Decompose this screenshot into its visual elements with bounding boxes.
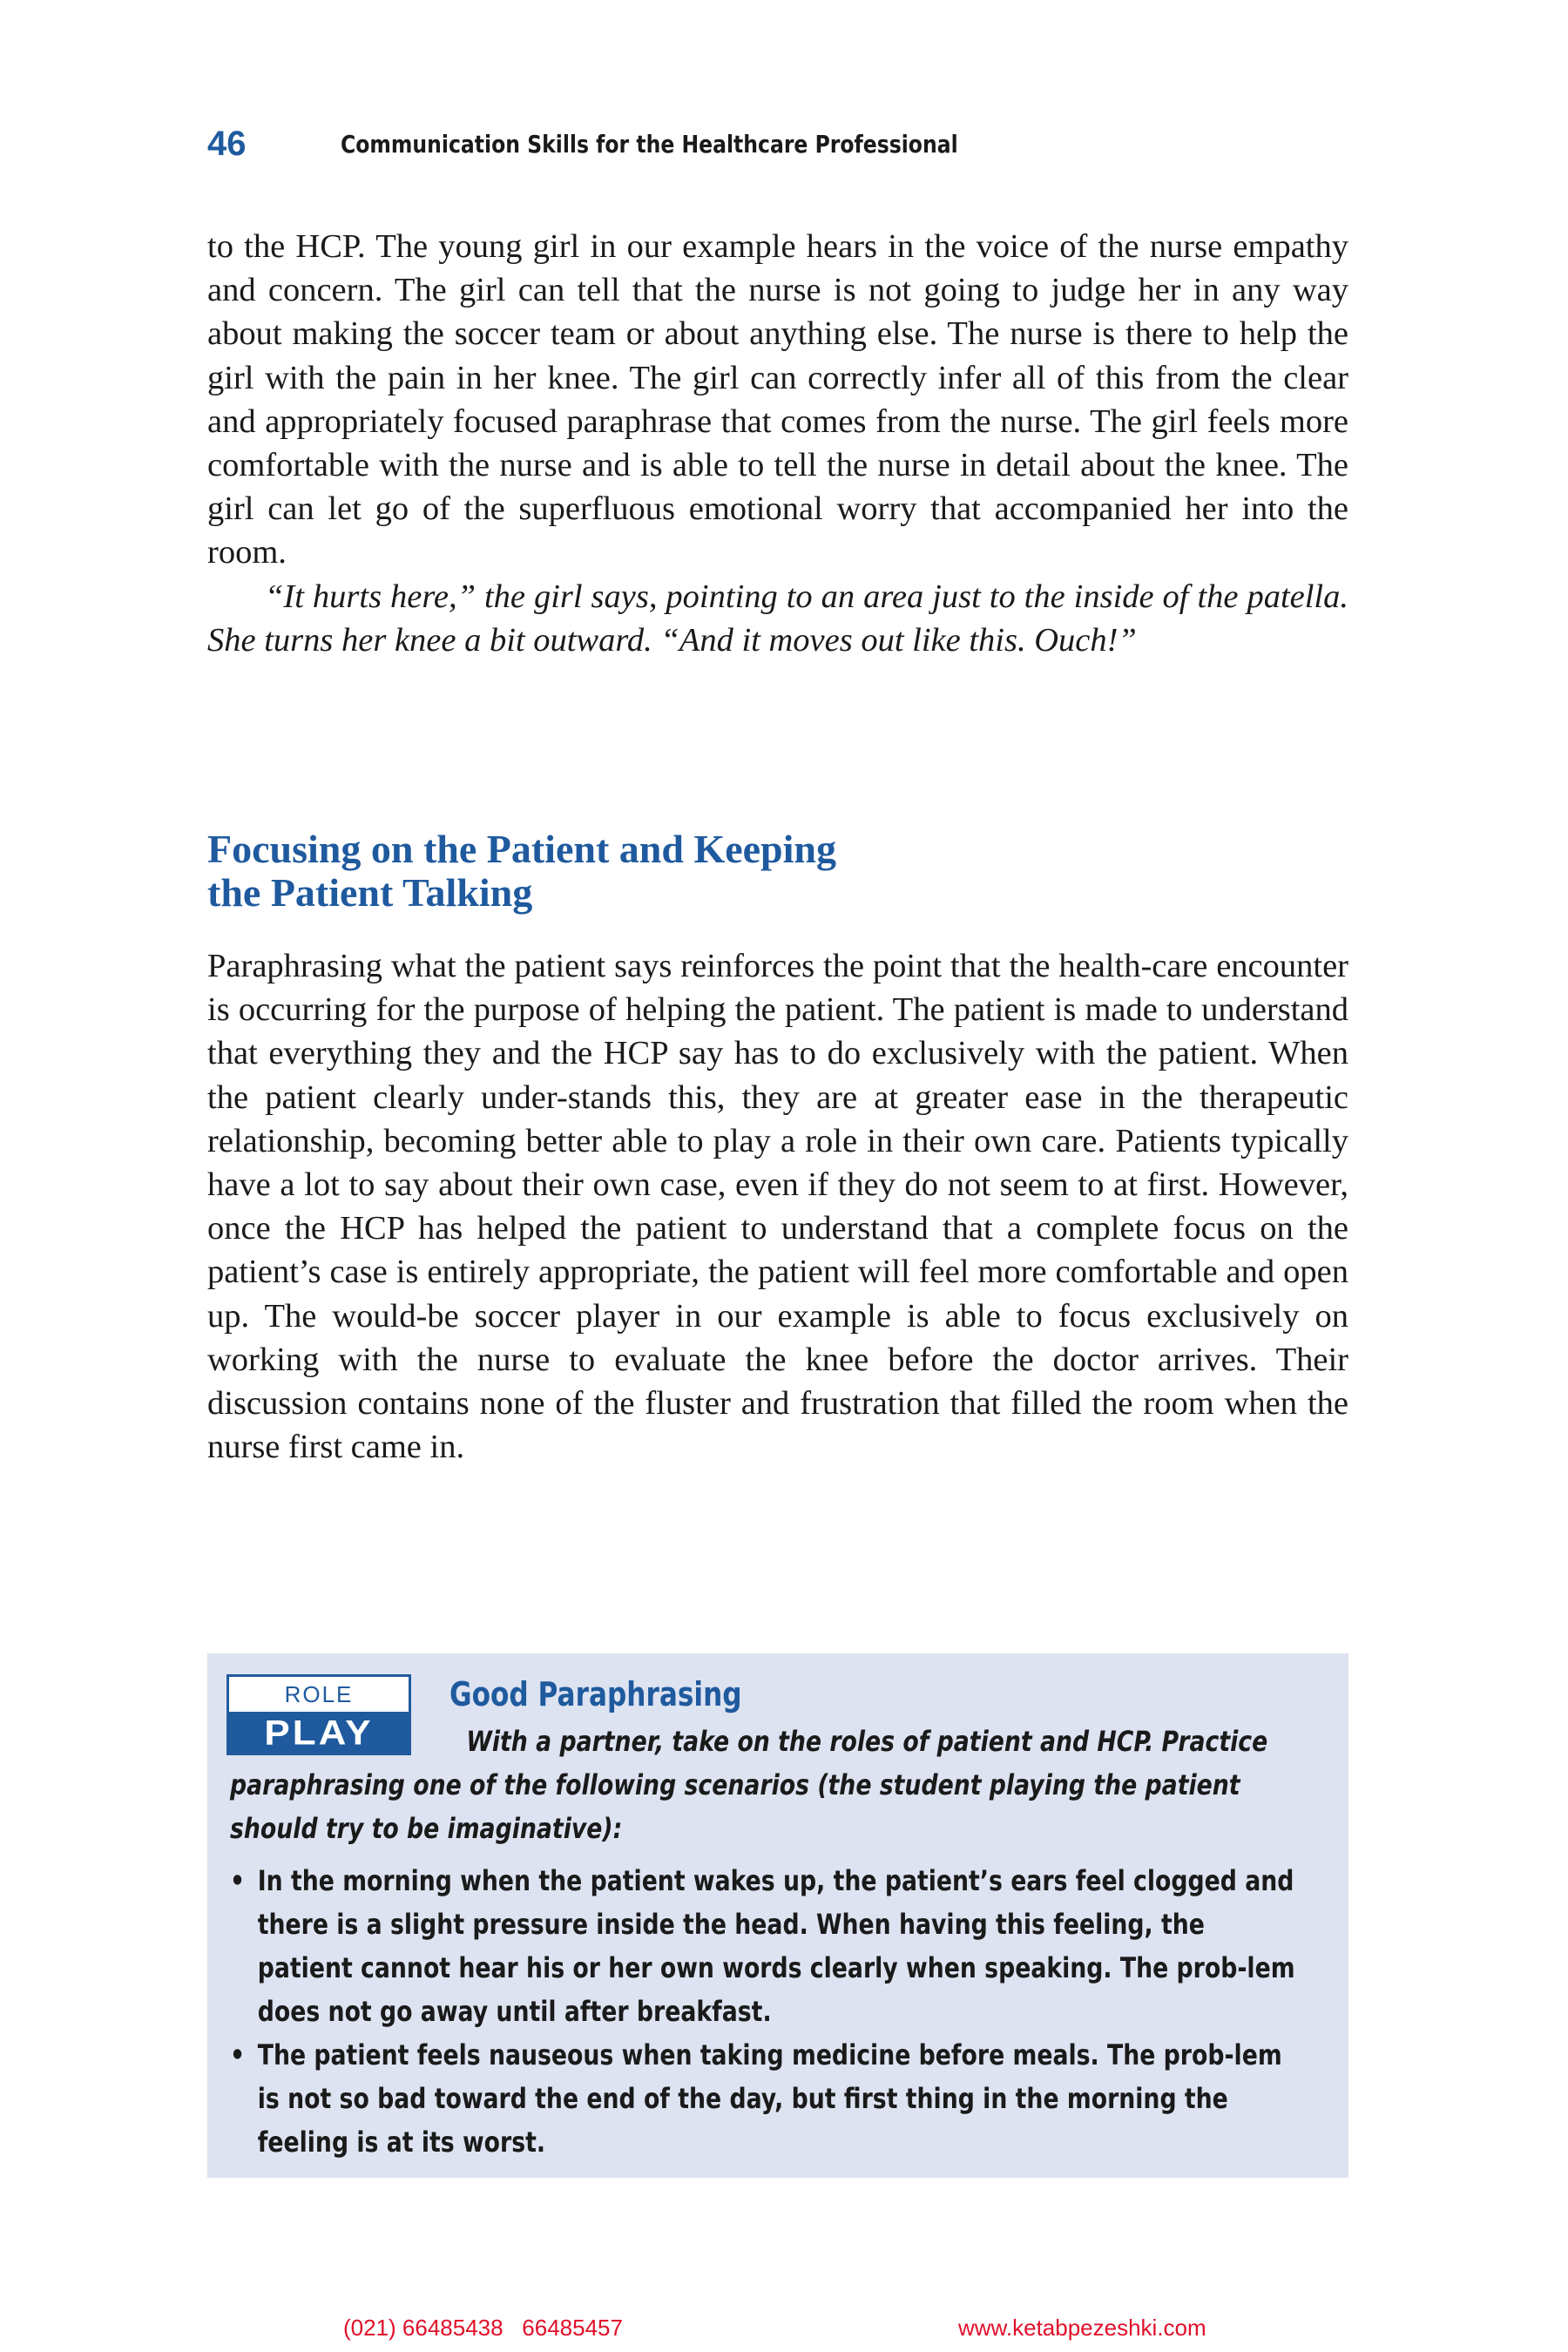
running-title: Communication Skills for the Healthcare Professional (341, 130, 958, 159)
section-heading (207, 828, 1253, 915)
role-play-instruction (230, 1720, 1292, 1850)
paragraph: to the HCP. The young girl in our example hears in the voice of the nurse empathy and concern. The girl can tell that the nurse is not going to judge her in any way about making the soccer team or about anything else. The nurse is there to help the girl with the pain in her knee. The girl can correctly infer all of this from the clear and appropriately focused paraphrase that comes from the nurse. The girl feels more comfortable with the nurse and is able to tell the nurse in detail about the knee. The girl can let go of the superfluous emotional worry that accompanied her into the room. (207, 228, 1348, 571)
list-item (230, 1859, 1299, 2033)
bullet-icon: • (230, 2038, 246, 2072)
body-text-top (207, 225, 1348, 662)
section-heading-line-1: Focusing on the Patient and Keeping (207, 827, 837, 871)
footer-website: www.ketabpezeshki.com (958, 2315, 1206, 2341)
list-item-text: In the morning when the patient wakes up, the patient’s ears feel clogged and there is a slight pressure inside the head. When having this feeling, the patient cannot hear his or her own words clearly when speaking. The prob-lem does not go away until after breakfast. (257, 1864, 1295, 2028)
badge-play-text: PLAY (264, 1713, 374, 1753)
list-item-text: The patient feels nauseous when taking medicine before meals. The prob-lem is not so bad toward the end of the day, but first thing in the morning the feeling is at its worst. (257, 2038, 1282, 2159)
quoted-paragraph: “It hurts here,” the girl says, pointing to an area just to the inside of the patella. She turns her knee a bit outward. “And it moves out like this. Ouch!” (207, 578, 1348, 659)
instruction-line-1: With a partner, take on the roles of patient and HCP. Practice (466, 1725, 1268, 1758)
running-header (207, 122, 1348, 174)
role-play-title: Good Paraphrasing (449, 1675, 742, 1713)
page-number: 46 (207, 125, 247, 163)
section-body (207, 944, 1348, 1469)
bullet-icon: • (230, 1864, 246, 1897)
scenario-list (230, 1859, 1299, 2164)
badge-role-label: ROLE (226, 1674, 411, 1712)
list-item (230, 2033, 1299, 2164)
section-heading-line-2: the Patient Talking (207, 870, 533, 915)
instruction-rest: paraphrasing one of the following scenarios (the student playing the patient should try to be imaginative): (230, 1768, 1240, 1845)
role-play-box (207, 1653, 1348, 2178)
paragraph: Paraphrasing what the patient says reinforces the point that the health-care encounter is occurring for the purpose of helping the patient. The patient is made to understand that everything they and the HCP say has to do exclusively with the patient. When the patient clearly under-stands this, they are at greater ease in the therapeutic relationship, becoming better able to play a role in their own care. Patients typically have a lot to say about their own case, even if they do not seem to at first. However, once the HCP has helped the patient to understand that a complete focus on the patient’s case is entirely appropriate, the patient will feel more comfortable and open up. The would-be soccer player in our example is able to focus exclusively on working with the nurse to evaluate the knee before the doctor arrives. Their discussion contains none of the fluster and frustration that filled the room when the nurse first came in. (207, 948, 1348, 1466)
footer-phone: (021) 66485438 66485457 (343, 2315, 623, 2341)
